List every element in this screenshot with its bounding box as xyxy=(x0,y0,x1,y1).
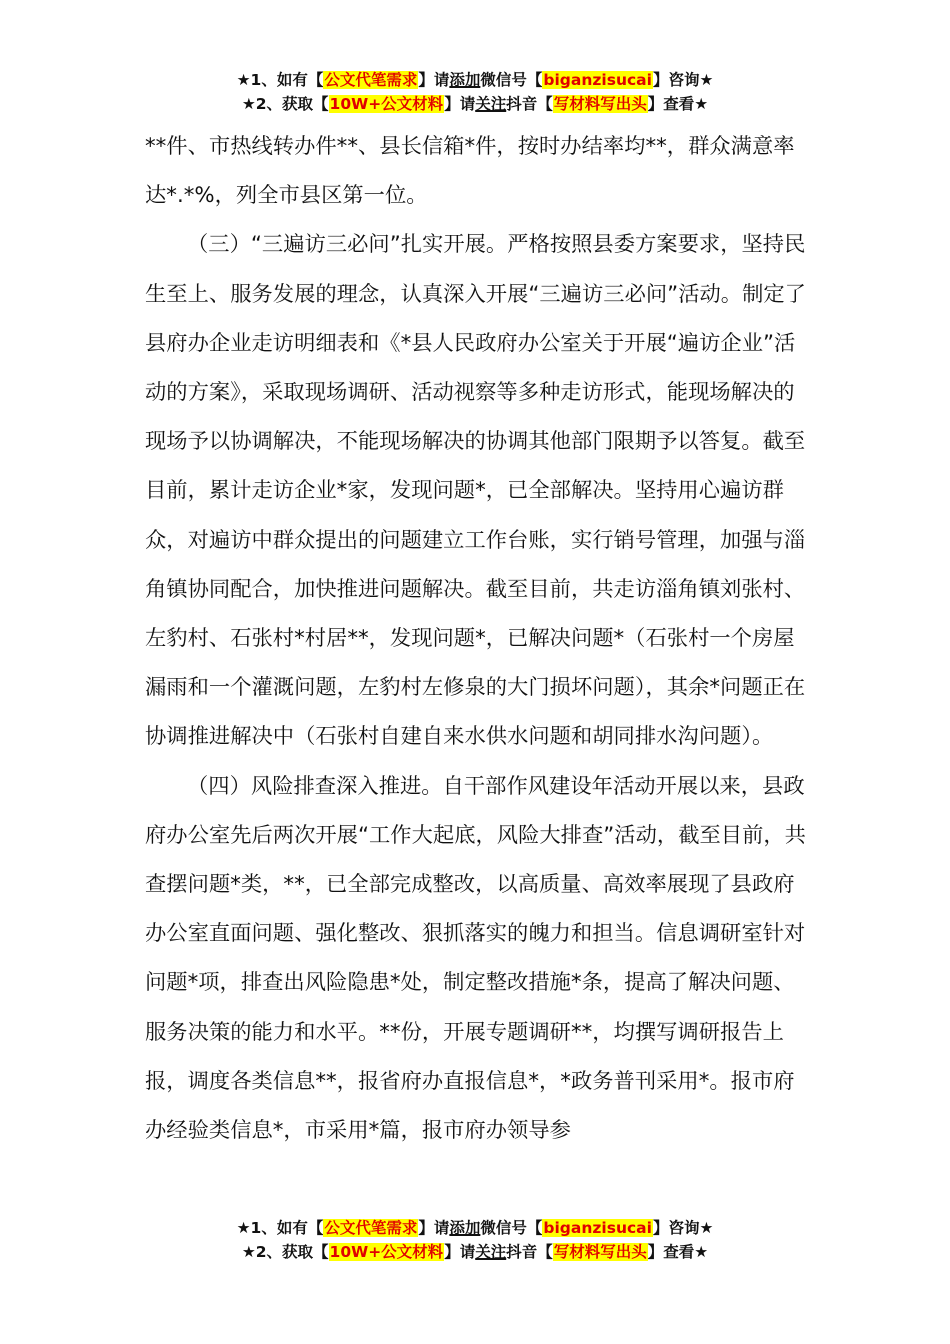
document-body xyxy=(145,122,810,1155)
promo-line-2: ★2、获取【10W+公文材料】请关注抖音【写材料写出头】查看★ xyxy=(241,95,709,113)
paragraph-section-3: （三）“三遍访三必问”扎实开展。严格按照县委方案要求，坚持民生至上、服务发展的理念，认真深入开展“三遍访三必问”活动。制定了县府办企业走访明细表和《*县人民政府办公室关于开展“遍访企业”活动的方案》，采取现场调研、活动视察等多种走访形式，能现场解决的现场予以协调解决，不能现场解决的协调其他部门限期予以答复。截至目前，累计走访企业*家，发现问题*，已全部解决。坚持用心遍访群众，对遍访中群众提出的问题建立工作台账，实行销号管理，加强与淄角镇协同配合，加快推进问题解决。截至目前，共走访淄角镇刘张村、左豹村、石张村*村居**，发现问题*，已解决问题*（石张村一个房屋漏雨和一个灌溉问题，左豹村左修泉的大门损坏问题），其余*问题正在协调推进解决中（石张村自建自来水供水问题和胡同排水沟问题）。 xyxy=(145,232,806,750)
wechat-id: biganzisucai xyxy=(543,1219,652,1237)
paragraph-continuation: **件、市热线转办件**、县长信箱*件，按时办结率均**，群众满意率达*.*%，列全市县区第一位。 xyxy=(145,134,795,209)
promo-line-1: ★1、如有【公文代笔需求】请添加微信号【biganzisucai】咨询★ xyxy=(236,71,714,89)
bottom-promo-banner xyxy=(0,1216,950,1264)
promo-line-2: ★2、获取【10W+公文材料】请关注抖音【写材料写出头】查看★ xyxy=(241,1243,709,1261)
douyin-account: 写材料写出头 xyxy=(553,1243,647,1261)
paragraph-section-4: （四）风险排查深入推进。自干部作风建设年活动开展以来，县政府办公室先后两次开展“工作大起底，风险大排查”活动，截至目前，共查摆问题*类，**，已全部完成整改，以高质量、高效率展现了县政府办公室直面问题、强化整改、狠抓落实的魄力和担当。信息调研室针对问题*项，排查出风险隐患*处，制定整改措施*条，提高了解决问题、服务决策的能力和水平。**份，开展专题调研**，均撰写调研报告上报，调度各类信息**，报省府办直报信息*，*政务普刊采用*。报市府办经验类信息*，市采用*篇，报市府办领导参 xyxy=(145,773,806,1144)
douyin-account: 写材料写出头 xyxy=(553,95,647,113)
promo-line-1: ★1、如有【公文代笔需求】请添加微信号【biganzisucai】咨询★ xyxy=(236,1219,714,1237)
highlight-materials: 10W+公文材料 xyxy=(329,1243,444,1261)
highlight-ghostwriting: 公文代笔需求 xyxy=(324,1219,418,1237)
wechat-id: biganzisucai xyxy=(543,71,652,89)
highlight-materials: 10W+公文材料 xyxy=(329,95,444,113)
highlight-ghostwriting: 公文代笔需求 xyxy=(324,71,418,89)
top-promo-banner xyxy=(0,68,950,116)
